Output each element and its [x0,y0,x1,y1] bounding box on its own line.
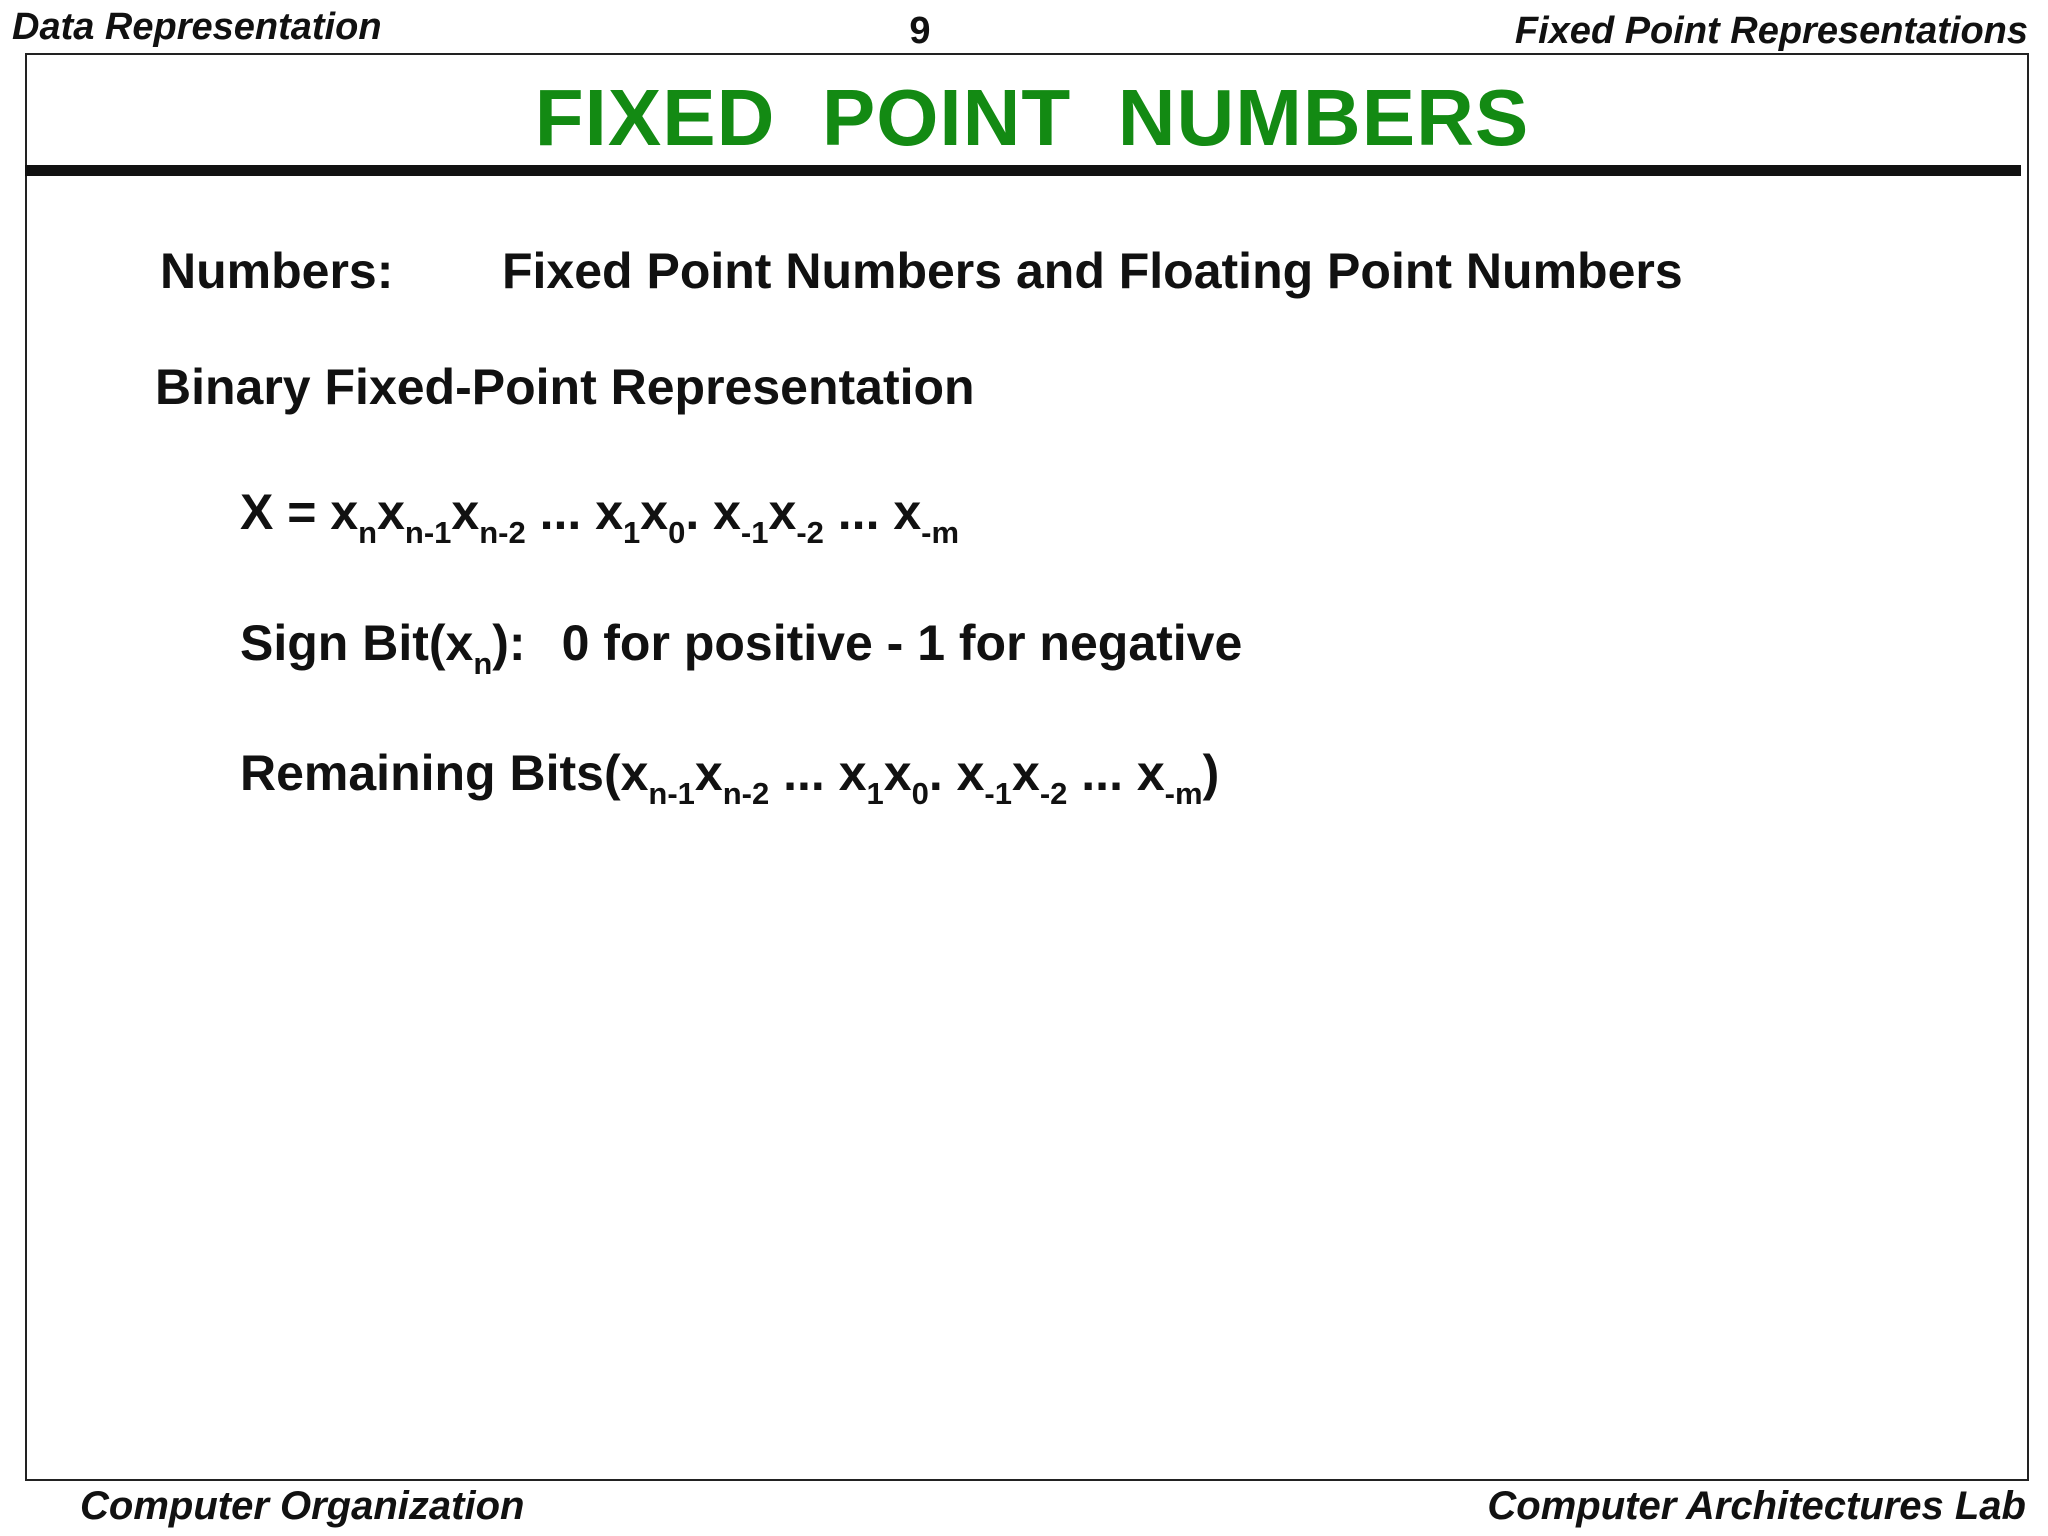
formula-sub: -1 [984,776,1012,811]
formula-ellipsis: ... [823,484,894,540]
sign-bit-value: 0 for positive - 1 for negative [561,615,1243,671]
footer-course-name: Computer Organization [80,1484,525,1528]
formula-var: x [620,745,649,801]
formula-sub: -1 [740,515,769,550]
sign-bit-line [240,615,1243,681]
formula-sub: 0 [911,776,929,811]
formula-radix-point: . [928,745,957,801]
formula-var: x [1012,745,1040,801]
formula-ellipsis: ... [1067,745,1137,801]
formula-ellipsis: ... [769,745,839,801]
fixed-point-formula [240,484,960,550]
formula-var: x [768,484,797,540]
binary-representation-heading: Binary Fixed-Point Representation [155,359,975,415]
formula-sub: n-1 [648,776,695,811]
formula-sub: -m [921,515,960,550]
header-course-topic: Data Representation [12,6,382,48]
formula-var: x [377,484,405,540]
header-section-title: Fixed Point Representations [1514,10,2028,52]
remaining-bits-line [240,745,1220,811]
formula-var: x [595,484,623,540]
formula-lhs: X = [240,484,331,540]
slide-title: FIXED POINT NUMBERS [534,73,1530,162]
formula-sub: n-2 [722,776,770,811]
formula-sub: -2 [1039,776,1068,811]
formula-sub: 0 [668,515,686,550]
sign-bit-label: Sign Bit(x [240,615,474,671]
formula-ellipsis: ... [525,484,596,540]
numbers-label: Numbers: [160,243,394,299]
formula-sub: n-2 [479,515,526,550]
sign-bit-label-end: ): [492,615,526,671]
formula-var: x [451,484,480,540]
sign-bit-sub: n [473,646,493,681]
formula-var: x [956,745,985,801]
numbers-value: Fixed Point Numbers and Floating Point Numbers [502,243,1683,299]
formula-sub: -m [1164,776,1203,811]
formula-var: x [713,484,741,540]
formula-var: x [1136,745,1165,801]
remaining-bits-close: ) [1202,745,1220,801]
formula-var: x [694,745,723,801]
remaining-bits-label: Remaining Bits( [240,745,621,801]
page-number: 9 [909,10,931,52]
formula-var: x [330,484,359,540]
footer-lab-name: Computer Architectures Lab [1487,1484,2026,1528]
formula-var: x [640,484,669,540]
formula-sub: 1 [866,776,884,811]
formula-var: x [838,745,867,801]
title-divider [25,165,2021,176]
formula-sub: n [358,515,378,550]
formula-var: x [893,484,922,540]
formula-sub: -2 [796,515,824,550]
formula-var: x [883,745,912,801]
formula-radix-point: . [685,484,714,540]
formula-sub: n-1 [404,515,452,550]
formula-sub: 1 [623,515,641,550]
